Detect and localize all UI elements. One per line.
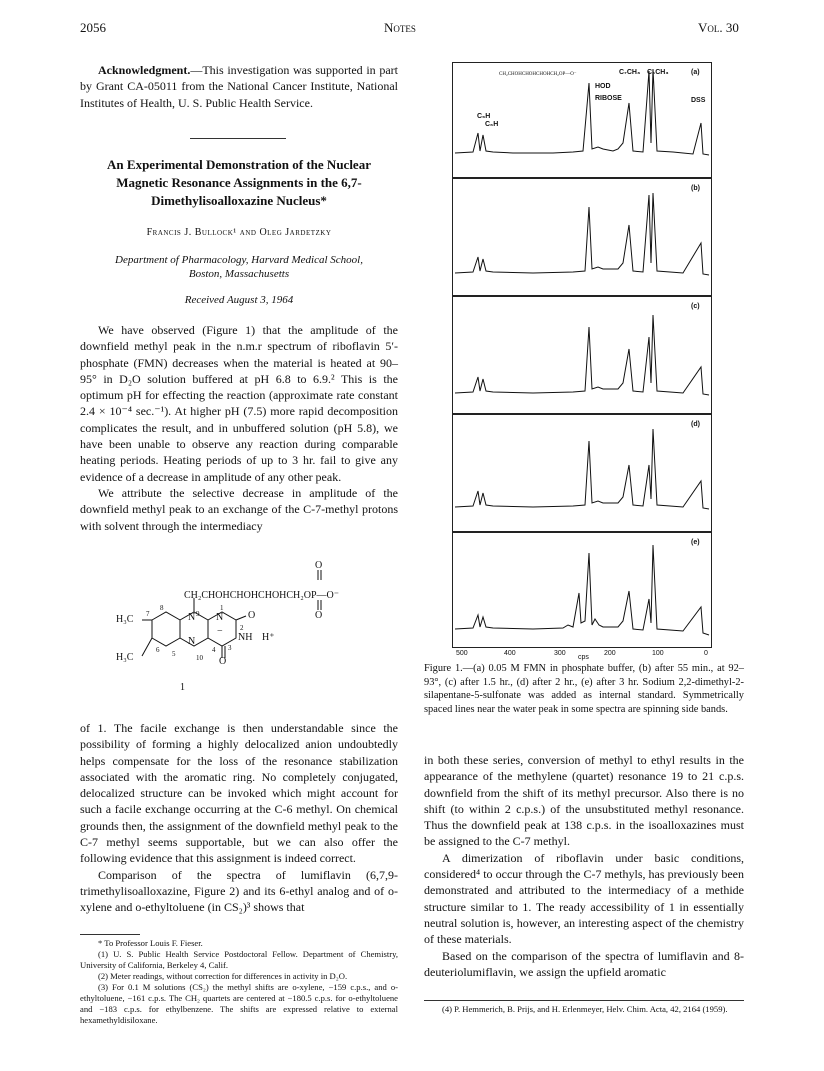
article-authors: Francis J. Bullock¹ and Oleg Jardetzky (146, 227, 332, 238)
panel-label-c: (c) (691, 303, 700, 310)
acknowledgment-heading: Acknowledgment. (98, 63, 191, 77)
nitrogen-5: N (188, 636, 196, 647)
nitrogen-1: N (216, 612, 224, 623)
annotation-c6ch3: C₆CH₃ (647, 69, 669, 76)
spectrum-trace-c (453, 297, 711, 413)
phosphate-oxygen-bottom: O (315, 610, 323, 621)
page-number: 2056 (80, 20, 106, 35)
right-paragraph-3: Based on the comparison of the spectra of lumiflavin and 8-deuteriolumiflavin, we assign the upfield aromatic (424, 948, 744, 979)
panel-label-b: (b) (691, 185, 700, 192)
methyl-7-label: H₃C (116, 614, 134, 625)
body-paragraph-3: of 1. The facile exchange is then understandable since the possibility of forming a highly delocalized anion undoubtedly helps compensate for the loss of the resonance stabilization associated with the aromatic ring. No completely conjugated, delocalized structure can be invoked which might account for such a facile exchange occurring at the C-6 methyl. On chemical grounds then, the assignment of the downfield methyl peak to the C-7 methyl seems supportable, but we can also offer the following evidence that this assignment is indeed correct. (80, 721, 398, 866)
panel-label-d: (d) (691, 421, 700, 428)
frequency-axis (452, 648, 712, 662)
article-affiliation: Department of Pharmacology, Harvard Medical School, Boston, Massachusetts (115, 254, 363, 280)
footnote-1: (1) U. S. Public Health Service Postdoctoral Fellow. Department of Chemistry, University of California, Berkeley 4, Calif. (80, 949, 398, 970)
acknowledgment-paragraph (80, 62, 398, 111)
anion-charge: − (217, 626, 223, 637)
right-footnotes (424, 1004, 744, 1015)
position-5: 5 (172, 650, 176, 658)
right-paragraph-2: A dimerization of riboflavin under basic conditions, considered⁴ to occur through the C-7 methyls, has previously been demonstrated and attributed to the intermediacy of a methide structure similar to 1. The ready accessibility of 1 in essentially neutral solution is, however, an interesting aspect of the chemistry of these materials. (424, 850, 744, 947)
body-paragraph-4: Comparison of the spectra of lumiflavin (6,7,9-trimethylisoalloxazine, Figure 2) and its 6-ethyl analog and of o-xylene and o-ethyltoluene (in CS₂)³ shows that (80, 867, 398, 915)
right-body (424, 752, 744, 980)
spectrum-panel-e (452, 532, 712, 648)
annotation-c6h: C₆H (485, 121, 499, 128)
position-2: 2 (240, 624, 244, 632)
footnote-4: (4) P. Hemmerich, B. Prijs, and H. Erlenmeyer, Helv. Chim. Acta, 42, 2164 (1959). (442, 1004, 728, 1014)
panel-label-a: (a) (691, 69, 700, 76)
structure-1 (100, 560, 400, 706)
spectrum-panel-d (452, 414, 712, 532)
methyl-6-label: H₃C (116, 652, 134, 663)
left-body-upper (80, 322, 398, 534)
position-8: 8 (160, 604, 164, 612)
body-paragraph-2: We attribute the selective decrease in amplitude of the downfield methyl peak to an exchange of the C-7-methyl protons with solvent through the intermediacy (80, 485, 398, 533)
figure-1-spectra (452, 62, 722, 662)
position-6: 6 (156, 646, 160, 654)
right-paragraph-1: in both these series, conversion of methyl to ethyl results in the appearance of the methylene (quartet) resonance 19 to 21 c.p.s. downfield from the shift of its methyl precursor. Also there is no shift (to within 2 c.p.s.) of the unsubstituted methyl resonance. Thus the downfield peak at 138 c.p.s. in the isoalloxazines must be assigned to the C-7 methyl. (424, 753, 744, 849)
annotation-c9h: C₉H (477, 113, 491, 120)
position-4: 4 (212, 646, 216, 654)
ribityl-phosphate-chain: CH₂CHOHCHOHCHOHCH₂OP—O⁻ (184, 590, 340, 601)
annotation-c7ch3: C₇CH₃ (619, 69, 641, 76)
axis-tick-100: 100 (652, 650, 664, 657)
position-9: 9 (196, 610, 200, 618)
panel-label-e: (e) (691, 539, 700, 546)
annotation-hod: HOD (595, 83, 611, 90)
section-divider (190, 138, 286, 139)
annotation-ribose: RIBOSE (595, 95, 622, 102)
carbonyl-oxygen-4: O (219, 656, 227, 667)
position-7: 7 (146, 610, 150, 618)
spectrum-trace-b (453, 179, 711, 295)
footnote-2: (2) Meter readings, without correction for differences in activity in D₂O. (98, 971, 348, 981)
axis-tick-400: 400 (504, 650, 516, 657)
position-10: 10 (196, 654, 203, 662)
axis-tick-500: 500 (456, 650, 468, 657)
position-3: 3 (228, 644, 232, 652)
axis-tick-200: 200 (604, 650, 616, 657)
right-footnote-rule (424, 1000, 744, 1001)
proton-label: H⁺ (262, 632, 275, 643)
compound-number: 1 (180, 682, 185, 693)
annotation-dss: DSS (691, 97, 706, 104)
spectrum-trace-a (453, 63, 711, 177)
spectrum-panel-c (452, 296, 712, 414)
volume-label: Vol. 30 (698, 20, 739, 35)
body-paragraph-1: We have observed (Figure 1) that the amplitude of the downfield methyl peak in the n.m.r spectrum of riboflavin 5′-phosphate (FMN) decreases when the material is heated at 90–95° in D₂O solution buffered at pH 6.8 to 6.9.² This is the optimum pH for effecting the reaction (approximate rate constant 2.4 × 10⁻⁴ sec.⁻¹). At higher pH (7.5) more rapid decomposition complicates the result, and in unbuffered solution (pH 5.8), we have been unable to observe any reaction during comparable heating periods. Heating periods of up to 3 hr. fail to give any evidence of a decrease in amplitude of any other peak. (80, 323, 398, 484)
nitrogen-9: N (188, 612, 196, 623)
axis-tick-300: 300 (554, 650, 566, 657)
received-date: Received August 3, 1964 (184, 294, 294, 306)
imide-nh: NH (238, 632, 253, 643)
footnote-rule (80, 934, 140, 935)
spectrum-panel-a (452, 62, 712, 178)
spectrum-panel-b (452, 178, 712, 296)
phosphate-oxygen-top: O (315, 560, 323, 571)
axis-tick-0: 0 (704, 650, 708, 657)
acknowledgment-text: —This investigation was supported in part by Grant CA-05011 from the National Cancer Institute, National Institutes of Health, U. S. Public Health Service. (80, 63, 398, 110)
axis-unit: cps (578, 654, 589, 661)
left-body-lower (80, 720, 398, 916)
footnote-star: * To Professor Louis F. Fieser. (98, 938, 203, 948)
carbonyl-oxygen-2: O (248, 610, 256, 621)
figure-1-caption: Figure 1.—(a) 0.05 M FMN in phosphate buffer, (b) after 55 min., at 92–93°, (c) after 1.5 hr., (d) after 2 hr., (e) after 3 hr. Sodium 2,2-dimethyl-2-silapentane-5-sulfonate was added as internal standard. Symmetrically spaced lines near the water peak in some spectra are spinning side bands. (424, 663, 744, 715)
running-section: Notes (384, 20, 416, 35)
spectrum-trace-e (453, 533, 711, 647)
left-footnotes (80, 938, 398, 1026)
spectrum-trace-d (453, 415, 711, 531)
position-1: 1 (220, 604, 224, 612)
footnote-3: (3) For 0.1 M solutions (CS₂) the methyl shifts are o-xylene, −159 c.p.s., and o-ethyltoluene, −161 c.p.s. The CH₂ quartets are centered at −180.5 c.p.s. for o-ethyltoluene and −183 c.p.s. for ethylbenzene. The shifts are expressed relative to external hexamethyldisiloxane. (80, 982, 398, 1025)
article-title: An Experimental Demonstration of the Nuclear Magnetic Resonance Assignments in the 6,7-Dimethylisoalloxazine Nucleus* (107, 157, 371, 208)
annotation-chain: CH₂CHOHCHOHCHOHCH₂OP—O⁻ (499, 72, 577, 77)
